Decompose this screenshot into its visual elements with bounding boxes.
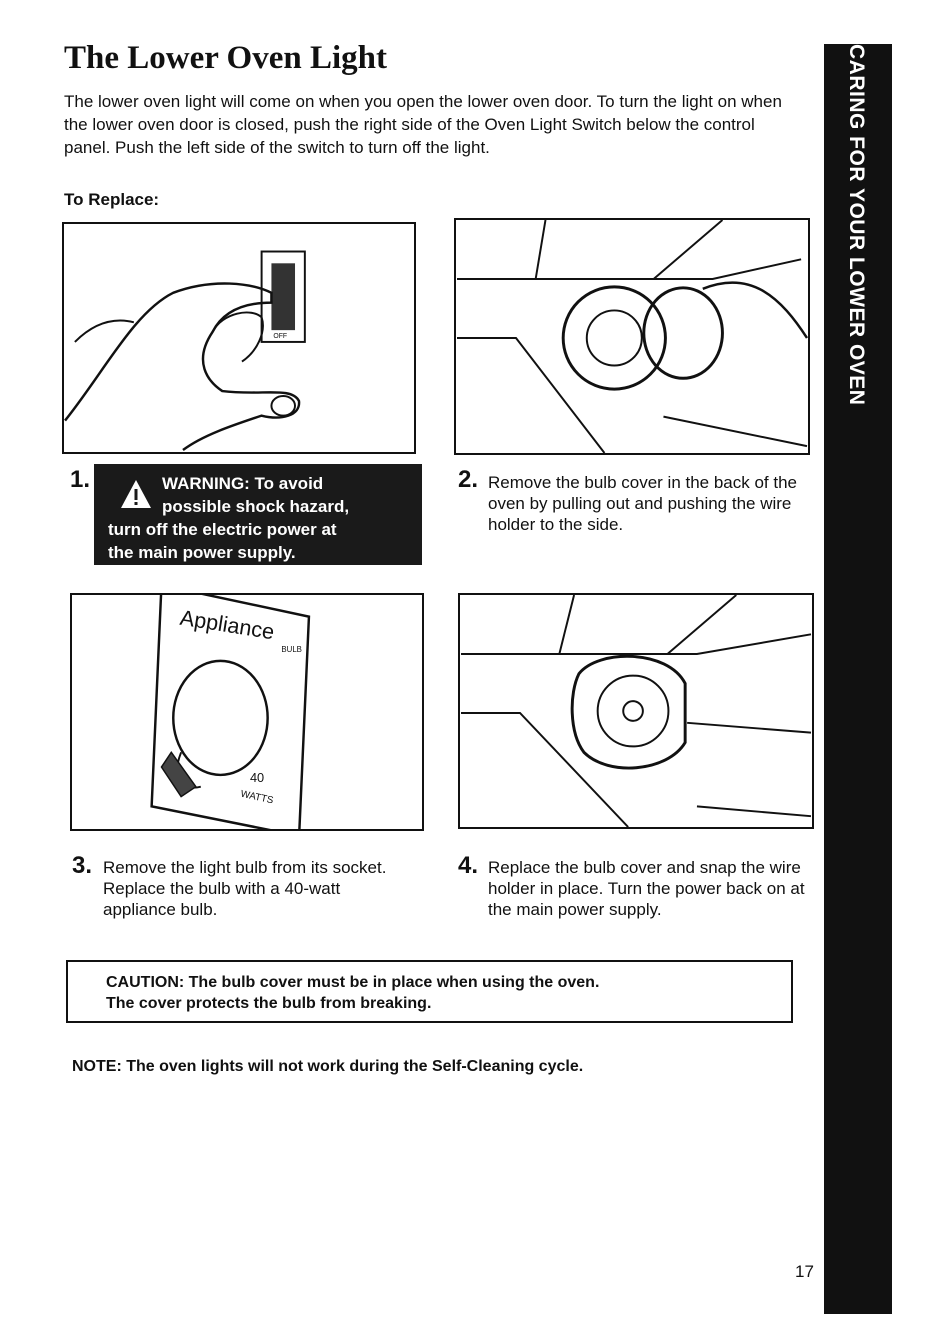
appliance-bulb-illustration bbox=[72, 595, 422, 829]
to-replace-heading: To Replace: bbox=[64, 190, 160, 209]
switch-illustration bbox=[64, 224, 414, 452]
step-4-number: 4. bbox=[458, 852, 479, 879]
bulb-type-label: BULB bbox=[281, 645, 302, 655]
warning-triangle-icon bbox=[120, 478, 152, 510]
figure-appliance-bulb bbox=[70, 593, 424, 831]
warning-line-1: WARNING: To avoid bbox=[162, 474, 324, 493]
caution-box bbox=[66, 960, 793, 1023]
step-2-number: 2. bbox=[458, 466, 479, 493]
cover-replaced-illustration bbox=[460, 595, 812, 827]
warning-line-4: the main power supply. bbox=[108, 543, 296, 562]
self-cleaning-note: NOTE: The oven lights will not work during the Self-Cleaning cycle. bbox=[72, 1058, 584, 1075]
warning-line-2: possible shock hazard, bbox=[162, 497, 350, 516]
step-1-number: 1. bbox=[70, 466, 91, 493]
bulb-wattage-number: 40 bbox=[249, 769, 265, 785]
figure-bulb-cover bbox=[454, 218, 810, 455]
step-3-text: Remove the light bulb from its socket. Replace the bulb with a 40-watt appliance bulb. bbox=[103, 858, 387, 919]
section-side-tab-label: CARING FOR YOUR LOWER OVEN bbox=[845, 44, 868, 406]
step-4-text: Replace the bulb cover and snap the wire holder in place. Turn the power back on at the main power supply. bbox=[488, 858, 805, 919]
bulb-wattage-unit: WATTS bbox=[239, 788, 275, 807]
bulb-cover-illustration bbox=[456, 220, 808, 453]
switch-off-label: OFF bbox=[273, 333, 288, 340]
page-title: The Lower Oven Light bbox=[64, 40, 387, 76]
step-2-text: Remove the bulb cover in the back of the oven by pulling out and pushing the wire holder to the side. bbox=[488, 473, 798, 534]
intro-paragraph: The lower oven light will come on when you open the lower oven door. To turn the light on when the lower oven door is closed, push the right side of the Oven Light Switch below the control panel. Push the left side of the switch to turn off the light. bbox=[64, 92, 782, 157]
warning-box bbox=[94, 464, 422, 565]
page-number: 17 bbox=[795, 1262, 814, 1281]
figure-cover-replaced bbox=[458, 593, 814, 829]
step-3-number: 3. bbox=[72, 852, 93, 879]
switch-on-label: ON bbox=[275, 256, 286, 264]
warning-line-3: turn off the electric power at bbox=[108, 520, 337, 539]
figure-oven-light-switch bbox=[62, 222, 416, 454]
caution-line-2: The cover protects the bulb from breaking. bbox=[106, 995, 432, 1012]
caution-line-1: CAUTION: The bulb cover must be in place when using the oven. bbox=[106, 974, 600, 991]
bulb-brand-label: Appliance bbox=[178, 604, 277, 645]
